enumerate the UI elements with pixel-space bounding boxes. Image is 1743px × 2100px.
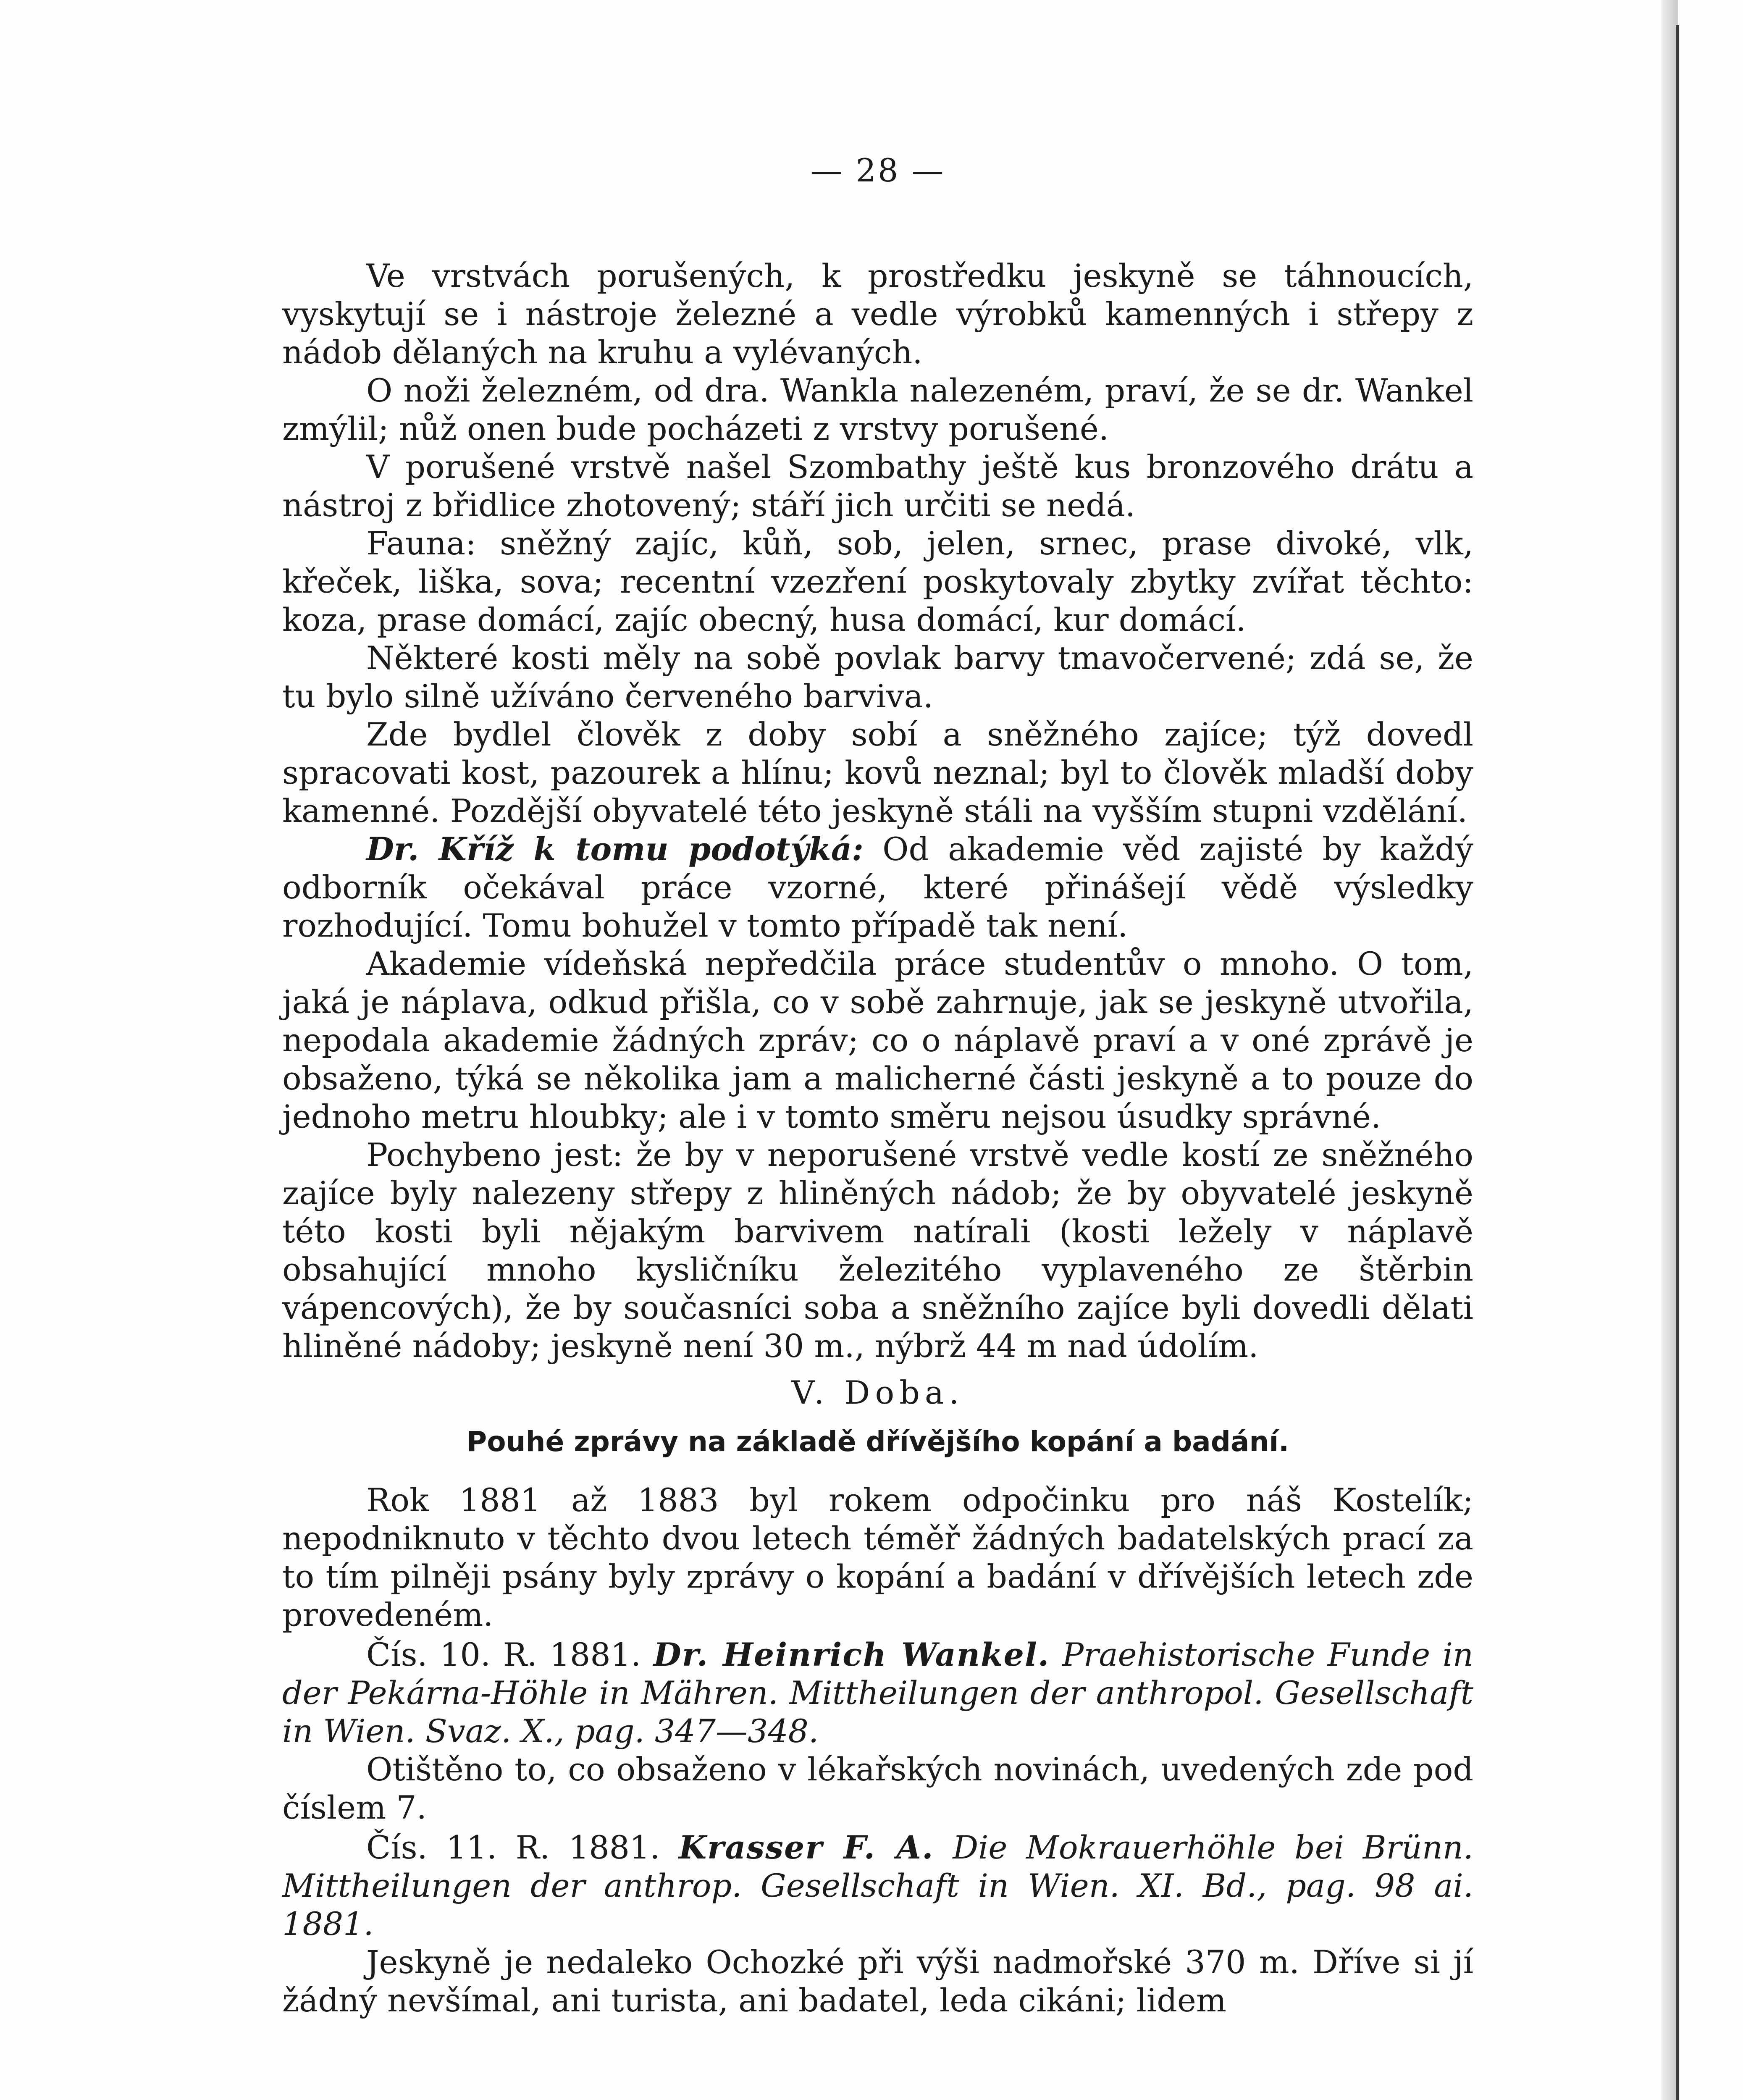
- reference-10-prefix: Čís. 10. R. 1881.: [366, 1636, 654, 1673]
- reference-11-prefix: Čís. 11. R. 1881.: [366, 1829, 679, 1866]
- reference-10-note: Otištěno to, co obsaženo v lékařských novinách, uvedených zde pod číslem 7.: [282, 1751, 1473, 1826]
- paragraph: Pochybeno jest: že by v neporušené vrstvě vedle kostí ze sněžného zajíce byly nalezeny střepy z hliněných nádob; že by obyvatelé jeskyně této kosti byli nějakým barvivem natírali (kosti ležely v náplavě obsahující mnoho kysličníku železitého vyplaveného ze štěrbin vápencových), že by současníci soba a sněžního zajíce byli dovedli dělati hliněné nádoby; jeskyně není 30 m., nýbrž 44 m nad údolím.: [282, 1136, 1473, 1365]
- paragraph: Fauna: sněžný zajíc, kůň, sob, jelen, srnec, prase divoké, vlk, křeček, liška, sova; recentní vzezření poskytovaly zbytky zvířat těchto: koza, prase domácí, zajíc obecný, husa domácí, kur domácí.: [282, 525, 1473, 638]
- paragraph: Akademie vídeňská nepředčila práce studentův o mnoho. O tom, jaká je náplava, odkud přišla, co v sobě zahrnuje, jak se jeskyně utvořila, nepodala akademie žádných zpráv; co o náplavě praví a v oné zprávě je obsaženo, týká se několika jam a malicherné části jeskyně a to pouze do jednoho metru hloubky; ale i v tomto směru nejsou úsudky správné.: [282, 945, 1473, 1135]
- paragraph: Rok 1881 až 1883 byl rokem odpočinku pro náš Kostelík; nepodniknuto v těchto dvou letech téměř žádných badatelských prací za to tím pilněji psány byly zprávy o kopání a badání v dřívějších letech zde provedeném.: [282, 1481, 1473, 1633]
- page-body: [282, 151, 1473, 2019]
- paragraph: O noži železném, od dra. Wankla nalezeném, praví, že se dr. Wankel zmýlil; nůž onen bude pocházeti z vrstvy porušené.: [282, 372, 1473, 447]
- reference-11-title: Die Mokrauerhöhle bei Brünn. Mittheilungen der anthrop. Gesellschaft in Wien. XI. Bd., pag. 98 ai. 1881.: [282, 1829, 1473, 1942]
- kriz-author: Dr. Kříž k tomu podotýká:: [366, 830, 864, 868]
- page-edge-shadow: [1661, 0, 1678, 2100]
- paragraph: Zde bydlel člověk z doby sobí a sněžného zajíce; týž dovedl spracovati kost, pazourek a hlínu; kovů neznal; byl to člověk mladší doby kamenné. Pozdější obyvatelé této jeskyně stáli na vyšším stupni vzdělání.: [282, 716, 1473, 830]
- reference-10-author: Dr. Heinrich Wankel.: [653, 1636, 1050, 1673]
- reference-10-title: Praehistorische Funde in der Pekárna-Höhle in Mähren. Mittheilungen der anthropol. Gesellschaft in Wien. Svaz. X., pag. 347—348.: [282, 1636, 1474, 1750]
- reference-11: [282, 1828, 1473, 1943]
- kriz-paragraph: [282, 830, 1473, 945]
- page-number: — 28 —: [810, 152, 945, 189]
- kriz-text: Od akademie věd zajisté by každý odborník očekával práce vzorné, které přinášejí vědě výsledky rozhodující. Tomu bohužel v tomto případě tak není.: [282, 830, 1474, 944]
- page-edge-line: [1676, 25, 1679, 2100]
- reference-11-author: Krasser F. A.: [679, 1829, 934, 1866]
- section-title: V. Doba.: [791, 1374, 964, 1411]
- paragraph: V porušené vrstvě našel Szombathy ještě kus bronzového drátu a nástroj z břidlice zhotovený; stáří jich určiti se nedá.: [282, 448, 1473, 524]
- reference-11-note: Jeskyně je nedaleko Ochozké při výši nadmořské 370 m. Dříve si jí žádný nevšímal, ani turista, ani badatel, leda cikáni; lidem: [282, 1943, 1473, 2019]
- reference-10: [282, 1635, 1473, 1750]
- paragraph: Některé kosti měly na sobě povlak barvy tmavočervené; zdá se, že tu bylo silně užíváno červeného barviva.: [282, 639, 1473, 715]
- section-subtitle: Pouhé zprávy na základě dřívějšího kopání a badání.: [466, 1425, 1289, 1458]
- paragraph: Ve vrstvách porušených, k prostředku jeskyně se táhnoucích, vyskytují se i nástroje železné a vedle výrobků kamenných i střepy z nádob dělaných na kruhu a vylévaných.: [282, 257, 1473, 371]
